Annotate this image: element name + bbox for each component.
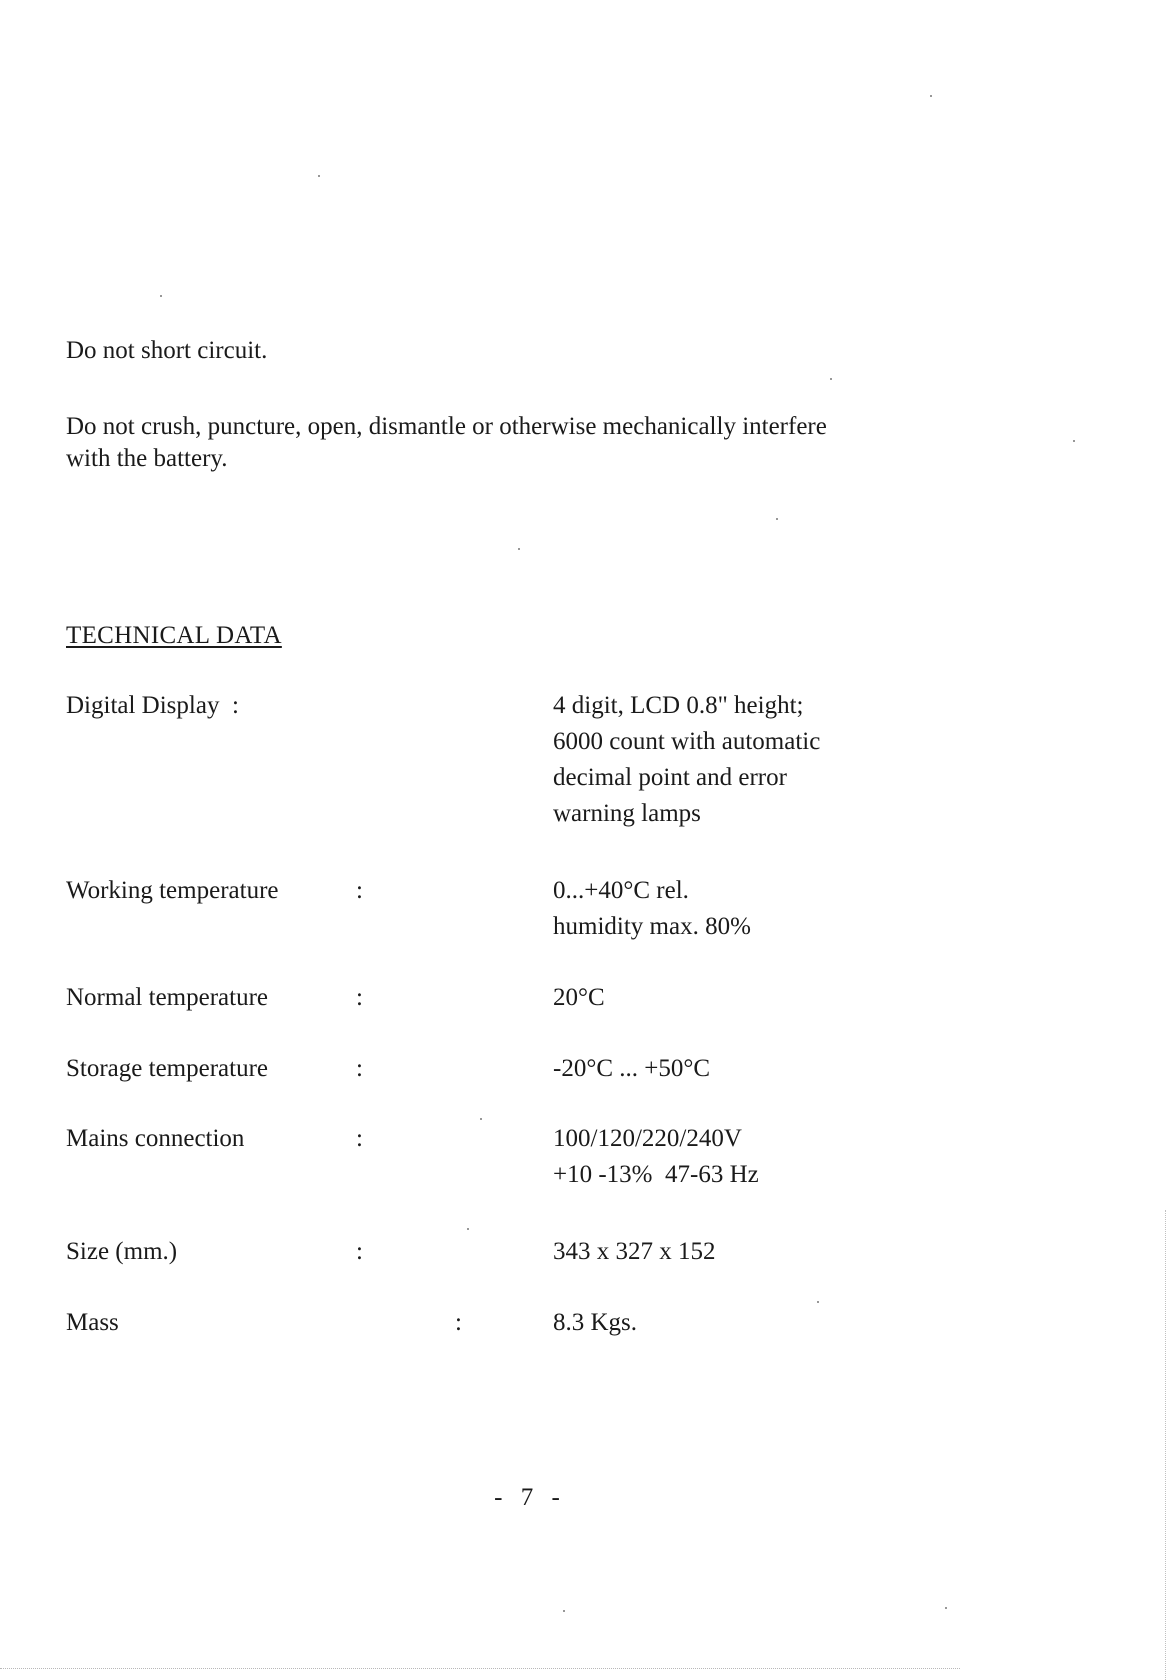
warning-short-circuit [66, 334, 267, 368]
scan-speck [830, 378, 832, 380]
page-number: - 7 - [494, 1484, 566, 1511]
scan-speck [563, 1610, 565, 1612]
scan-speck [467, 1228, 469, 1230]
spec-value-line: +10 -13% 47-63 Hz [553, 1161, 759, 1188]
spec-value [553, 688, 820, 832]
spec-label: Storage temperature [66, 1055, 268, 1082]
spec-value [553, 1234, 716, 1270]
spec-value [553, 1051, 710, 1087]
spec-value [553, 873, 751, 945]
spec-colon: : [356, 984, 363, 1011]
warning-mechanical [66, 410, 827, 476]
spec-row-mass [0, 1305, 1175, 1336]
scan-speck [318, 175, 320, 177]
spec-row-digital-display [0, 688, 1175, 827]
spec-label: Digital Display : [66, 692, 239, 719]
spec-value-line: warning lamps [553, 800, 701, 827]
spec-row-storage-temperature [0, 1051, 1175, 1082]
spec-value-line: 0...+40°C rel. [553, 877, 689, 904]
spec-value [553, 1305, 637, 1341]
spec-value-line: decimal point and error [553, 764, 787, 791]
scan-speck [1073, 440, 1075, 442]
spec-value [553, 980, 605, 1016]
scan-speck [776, 518, 778, 520]
spec-value-line: 343 x 327 x 152 [553, 1238, 716, 1265]
spec-value-line: 6000 count with automatic [553, 728, 821, 755]
spec-label: Normal temperature [66, 984, 268, 1011]
spec-value [553, 1121, 759, 1193]
spec-label: Working temperature [66, 877, 279, 904]
scan-speck [817, 1301, 819, 1303]
spec-label: Mass [66, 1309, 119, 1336]
warning-text-line: with the battery. [66, 445, 228, 472]
spec-row-size [0, 1234, 1175, 1265]
scan-edge-bottom [0, 1668, 960, 1669]
spec-colon: : [356, 1238, 363, 1265]
warning-text-line: Do not crush, puncture, open, dismantle or otherwise mechanically interfere [66, 413, 827, 440]
spec-colon: : [356, 1055, 363, 1082]
spec-value-line: 4 digit, LCD 0.8" height; [553, 692, 804, 719]
scan-speck [930, 95, 932, 97]
spec-value-line: 20°C [553, 984, 605, 1011]
spec-colon: : [356, 1125, 363, 1152]
spec-value-line: -20°C ... +50°C [553, 1055, 711, 1082]
spec-colon: : [455, 1309, 462, 1336]
spec-label: Mains connection [66, 1125, 245, 1152]
spec-label: Size (mm.) [66, 1238, 178, 1265]
scan-edge-right [1165, 1210, 1166, 1680]
warning-text: Do not short circuit. [66, 337, 268, 364]
scan-speck [480, 1118, 482, 1120]
spec-value-line: 100/120/220/240V [553, 1125, 742, 1152]
spec-value-line: 8.3 Kgs. [553, 1309, 638, 1336]
spec-row-working-temperature [0, 873, 1175, 940]
spec-row-normal-temperature [0, 980, 1175, 1011]
scan-speck [945, 1607, 947, 1609]
spec-row-mains-connection [0, 1121, 1175, 1188]
spec-value-line: humidity max. 80% [553, 913, 751, 940]
spec-colon: : [356, 877, 363, 904]
scan-speck [160, 295, 162, 297]
section-heading: TECHNICAL DATA [66, 622, 282, 649]
scan-speck [518, 548, 520, 550]
